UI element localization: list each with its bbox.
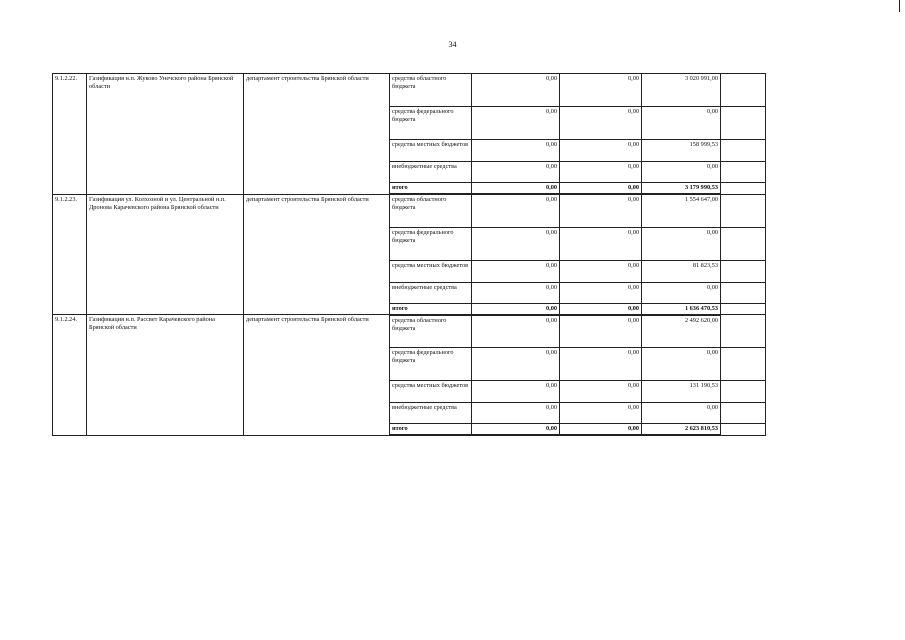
page-edge-mark [899,0,900,12]
amount-cell-3: 2 623 810,53 [642,424,721,436]
empty-cell [721,424,766,436]
amount-cell-2: 0,00 [560,303,642,315]
project-code: 9.1.2.22. [53,74,87,195]
funding-row [53,194,766,227]
amount-cell-3: 0,00 [642,162,721,183]
empty-cell [721,403,766,424]
amount-cell-1: 0,00 [472,348,560,381]
amount-cell-1: 0,00 [472,381,560,403]
amount-cell-1: 0,00 [472,260,560,282]
empty-cell [721,183,766,195]
amount-cell-3: 0,00 [642,403,721,424]
project-name: Газификация н.п. Рассвет Карачевского района Брянской области [87,315,244,436]
funding-source: итого [390,303,472,315]
budget-table [52,73,766,436]
amount-cell-2: 0,00 [560,227,642,260]
amount-cell-2: 0,00 [560,183,642,195]
funding-source: средства федерального бюджета [390,107,472,140]
funding-source: внебюджетные средства [390,162,472,183]
amount-cell-3: 1 554 647,00 [642,194,721,227]
amount-cell-2: 0,00 [560,282,642,303]
funding-row [53,315,766,348]
funding-source: внебюджетные средства [390,403,472,424]
amount-cell-2: 0,00 [560,403,642,424]
amount-cell-1: 0,00 [472,424,560,436]
amount-cell-3: 158 999,53 [642,140,721,162]
funding-source: итого [390,183,472,195]
project-name: Газификация ул. Колхозной и ул. Центральной н.п. Дронова Карачевского района Брянской области [87,194,244,315]
empty-cell [721,303,766,315]
amount-cell-2: 0,00 [560,194,642,227]
amount-cell-2: 0,00 [560,140,642,162]
funding-source: средства областного бюджета [390,194,472,227]
funding-source: средства федерального бюджета [390,227,472,260]
amount-cell-3: 0,00 [642,282,721,303]
amount-cell-3: 3 020 991,00 [642,74,721,107]
project-name: Газификация н.п. Жуково Унечского района Брянской области [87,74,244,195]
amount-cell-2: 0,00 [560,424,642,436]
empty-cell [721,162,766,183]
amount-cell-2: 0,00 [560,162,642,183]
funding-source: средства федерального бюджета [390,348,472,381]
empty-cell [721,260,766,282]
amount-cell-1: 0,00 [472,74,560,107]
amount-cell-2: 0,00 [560,348,642,381]
project-executor: департамент строительства Брянской области [244,315,390,436]
funding-source: итого [390,424,472,436]
funding-source: средства местных бюджетов [390,260,472,282]
empty-cell [721,140,766,162]
empty-cell [721,74,766,107]
funding-row [53,74,766,107]
funding-source: средства областного бюджета [390,74,472,107]
amount-cell-1: 0,00 [472,107,560,140]
amount-cell-1: 0,00 [472,140,560,162]
amount-cell-2: 0,00 [560,315,642,348]
amount-cell-1: 0,00 [472,162,560,183]
amount-cell-1: 0,00 [472,315,560,348]
amount-cell-1: 0,00 [472,183,560,195]
amount-cell-3: 131 190,53 [642,381,721,403]
amount-cell-2: 0,00 [560,260,642,282]
funding-source: внебюджетные средства [390,282,472,303]
page-number: 34 [448,40,457,49]
amount-cell-3: 1 636 470,53 [642,303,721,315]
amount-cell-2: 0,00 [560,74,642,107]
amount-cell-1: 0,00 [472,194,560,227]
amount-cell-3: 0,00 [642,227,721,260]
amount-cell-1: 0,00 [472,303,560,315]
amount-cell-3: 0,00 [642,107,721,140]
empty-cell [721,107,766,140]
funding-source: средства местных бюджетов [390,140,472,162]
empty-cell [721,315,766,348]
empty-cell [721,194,766,227]
empty-cell [721,282,766,303]
funding-source: средства местных бюджетов [390,381,472,403]
amount-cell-3: 81 823,53 [642,260,721,282]
empty-cell [721,381,766,403]
empty-cell [721,348,766,381]
funding-source: средства областного бюджета [390,315,472,348]
project-executor: департамент строительства Брянской области [244,74,390,195]
amount-cell-3: 3 179 990,53 [642,183,721,195]
amount-cell-3: 2 492 620,00 [642,315,721,348]
project-code: 9.1.2.24. [53,315,87,436]
budget-table-body [53,74,766,436]
project-code: 9.1.2.23. [53,194,87,315]
amount-cell-2: 0,00 [560,107,642,140]
amount-cell-1: 0,00 [472,403,560,424]
amount-cell-1: 0,00 [472,227,560,260]
project-executor: департамент строительства Брянской области [244,194,390,315]
amount-cell-2: 0,00 [560,381,642,403]
amount-cell-3: 0,00 [642,348,721,381]
empty-cell [721,227,766,260]
amount-cell-1: 0,00 [472,282,560,303]
